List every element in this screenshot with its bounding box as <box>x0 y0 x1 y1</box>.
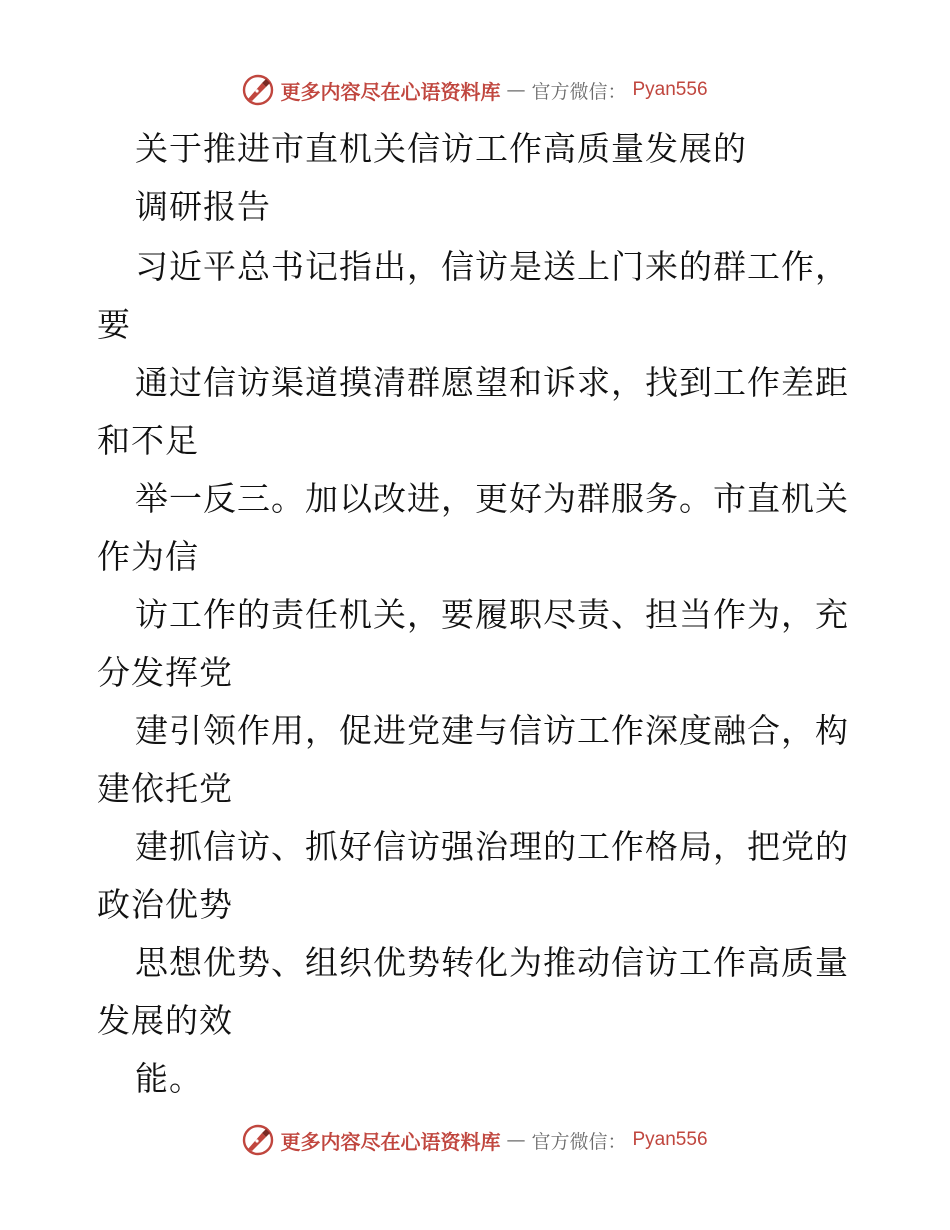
pen-logo-icon <box>242 1124 274 1156</box>
banner-site-text: 更多内容尽在心语资料库 <box>280 1129 501 1154</box>
paragraph-line: 分发挥党 <box>97 653 233 692</box>
doc-title-line-1: 关于推进市直机关信访工作高质量发展的 <box>135 129 747 168</box>
paragraph-line: 能。 <box>135 1059 203 1098</box>
doc-title-line-2: 调研报告 <box>135 187 271 226</box>
banner-wechat-label: 官方微信： <box>531 80 627 103</box>
paragraph-line: 建抓信访、抓好信访强治理的工作格局，把党的 <box>135 827 849 866</box>
banner-dash: — <box>506 1129 526 1151</box>
paragraph-line: 作为信 <box>97 537 199 576</box>
paragraph-line: 举一反三。加以改进，更好为群服务。市直机关 <box>135 479 849 518</box>
paragraph-line: 要 <box>97 305 131 344</box>
banner-wechat-id: Pyan556 <box>632 1129 708 1150</box>
footer-banner <box>0 1120 950 1160</box>
banner-wechat-label: 官方微信： <box>531 1130 627 1153</box>
paragraph-line: 访工作的责任机关，要履职尽责、担当作为，充 <box>135 595 849 634</box>
banner-site-text: 更多内容尽在心语资料库 <box>280 79 501 104</box>
paragraph-line: 建依托党 <box>97 769 233 808</box>
paragraph-line: 建引领作用，促进党建与信访工作深度融合，构 <box>135 711 849 750</box>
banner-dash: — <box>506 79 526 101</box>
paragraph-line: 政治优势 <box>97 885 233 924</box>
paragraph-line: 习近平总书记指出，信访是送上门来的群工作， <box>135 247 849 286</box>
paragraph-line: 发展的效 <box>97 1001 233 1040</box>
pen-logo-icon <box>242 74 274 106</box>
header-banner <box>0 70 950 110</box>
banner-wechat-id: Pyan556 <box>632 79 708 100</box>
paragraph-line: 思想优势、组织优势转化为推动信访工作高质量 <box>135 943 849 982</box>
paragraph-line: 和不足 <box>97 421 199 460</box>
paragraph-line: 通过信访渠道摸清群愿望和诉求，找到工作差距 <box>135 363 849 402</box>
